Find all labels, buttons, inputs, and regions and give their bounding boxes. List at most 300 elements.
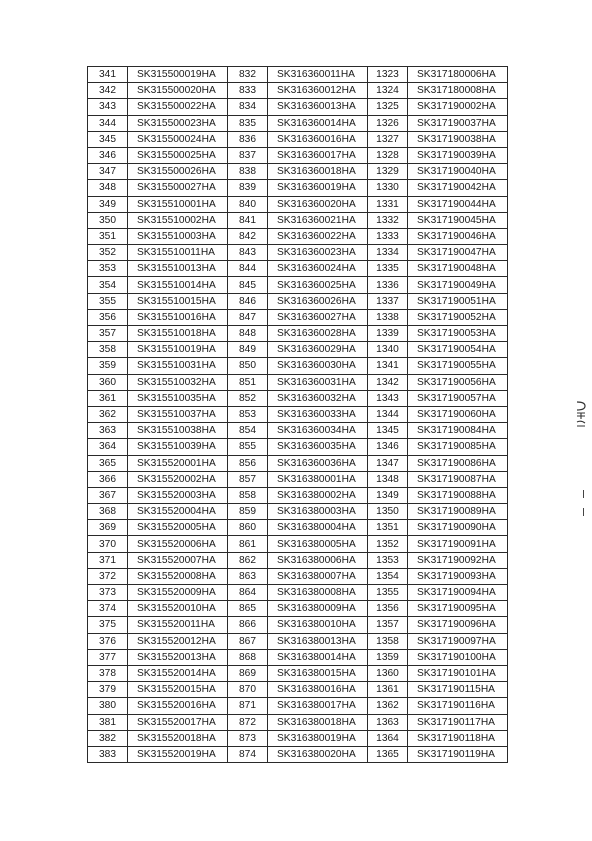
serial-code-cell: SK317190101HA xyxy=(408,665,508,681)
serial-code-cell: SK315520019HA xyxy=(128,746,228,762)
row-number-cell: 1364 xyxy=(368,730,408,746)
serial-code-cell: SK317190054HA xyxy=(408,342,508,358)
serial-code-cell: SK316380010HA xyxy=(268,617,368,633)
serial-code-cell: SK315520009HA xyxy=(128,585,228,601)
serial-code-cell: SK317190042HA xyxy=(408,180,508,196)
row-number-cell: 1339 xyxy=(368,326,408,342)
serial-code-cell: SK317190055HA xyxy=(408,358,508,374)
row-number-cell: 844 xyxy=(228,261,268,277)
row-number-cell: 377 xyxy=(88,649,128,665)
row-number-cell: 1335 xyxy=(368,261,408,277)
row-number-cell: 1348 xyxy=(368,471,408,487)
row-number-cell: 1333 xyxy=(368,228,408,244)
row-number-cell: 352 xyxy=(88,245,128,261)
row-number-cell: 357 xyxy=(88,326,128,342)
serial-code-cell: SK316360036HA xyxy=(268,455,368,471)
table-body xyxy=(88,67,508,763)
table-row xyxy=(88,746,508,762)
row-number-cell: 850 xyxy=(228,358,268,374)
serial-code-cell: SK317190100HA xyxy=(408,649,508,665)
row-number-cell: 1329 xyxy=(368,164,408,180)
serial-code-cell: SK315520007HA xyxy=(128,552,228,568)
row-number-cell: 1328 xyxy=(368,147,408,163)
serial-code-cell: SK315500023HA xyxy=(128,115,228,131)
row-number-cell: 1325 xyxy=(368,99,408,115)
table-row xyxy=(88,504,508,520)
table-row xyxy=(88,698,508,714)
serial-code-cell: SK315510019HA xyxy=(128,342,228,358)
serial-code-cell: SK316360029HA xyxy=(268,342,368,358)
row-number-cell: 365 xyxy=(88,455,128,471)
row-number-cell: 868 xyxy=(228,649,268,665)
row-number-cell: 1351 xyxy=(368,520,408,536)
serial-code-cell: SK316360012HA xyxy=(268,83,368,99)
serial-code-cell: SK317190092HA xyxy=(408,552,508,568)
row-number-cell: 862 xyxy=(228,552,268,568)
serial-code-cell: SK317180006HA xyxy=(408,67,508,83)
row-number-cell: 853 xyxy=(228,406,268,422)
row-number-cell: 366 xyxy=(88,471,128,487)
row-number-cell: 372 xyxy=(88,568,128,584)
serial-code-cell: SK315500027HA xyxy=(128,180,228,196)
table-row xyxy=(88,406,508,422)
row-number-cell: 351 xyxy=(88,228,128,244)
table-row xyxy=(88,601,508,617)
row-number-cell: 861 xyxy=(228,536,268,552)
table-row xyxy=(88,180,508,196)
serial-code-cell: SK315520011HA xyxy=(128,617,228,633)
row-number-cell: 835 xyxy=(228,115,268,131)
serial-code-cell: SK315520017HA xyxy=(128,714,228,730)
table-row xyxy=(88,261,508,277)
row-number-cell: 346 xyxy=(88,147,128,163)
serial-code-cell: SK316360025HA xyxy=(268,277,368,293)
serial-code-cell: SK316360018HA xyxy=(268,164,368,180)
table-row xyxy=(88,471,508,487)
margin-tick-icon xyxy=(583,490,584,498)
row-number-cell: 1323 xyxy=(368,67,408,83)
row-number-cell: 837 xyxy=(228,147,268,163)
serial-code-cell: SK315520004HA xyxy=(128,504,228,520)
serial-code-cell: SK316360032HA xyxy=(268,390,368,406)
row-number-cell: 847 xyxy=(228,309,268,325)
serial-code-cell: SK316360021HA xyxy=(268,212,368,228)
row-number-cell: 353 xyxy=(88,261,128,277)
table-row xyxy=(88,147,508,163)
table-row xyxy=(88,455,508,471)
serial-code-cell: SK315520013HA xyxy=(128,649,228,665)
margin-tick-icon xyxy=(583,508,584,516)
serial-code-cell: SK317190097HA xyxy=(408,633,508,649)
serial-code-cell: SK316360028HA xyxy=(268,326,368,342)
row-number-cell: 856 xyxy=(228,455,268,471)
serial-code-cell: SK317190084HA xyxy=(408,423,508,439)
serial-code-cell: SK316360031HA xyxy=(268,374,368,390)
serial-code-cell: SK317190045HA xyxy=(408,212,508,228)
row-number-cell: 1338 xyxy=(368,309,408,325)
row-number-cell: 1349 xyxy=(368,487,408,503)
row-number-cell: 371 xyxy=(88,552,128,568)
row-number-cell: 341 xyxy=(88,67,128,83)
serial-code-cell: SK317190056HA xyxy=(408,374,508,390)
serial-code-cell: SK316380001HA xyxy=(268,471,368,487)
serial-code-cell: SK316380019HA xyxy=(268,730,368,746)
table-row xyxy=(88,67,508,83)
row-number-cell: 842 xyxy=(228,228,268,244)
serial-code-cell: SK316360022HA xyxy=(268,228,368,244)
serial-code-cell: SK315510039HA xyxy=(128,439,228,455)
serial-code-cell: SK317190093HA xyxy=(408,568,508,584)
row-number-cell: 345 xyxy=(88,131,128,147)
serial-code-cell: SK317190096HA xyxy=(408,617,508,633)
serial-code-cell: SK317190118HA xyxy=(408,730,508,746)
table-row xyxy=(88,326,508,342)
row-number-cell: 851 xyxy=(228,374,268,390)
serial-code-cell: SK316380017HA xyxy=(268,698,368,714)
serial-code-cell: SK316380003HA xyxy=(268,504,368,520)
table-row xyxy=(88,212,508,228)
table-row xyxy=(88,245,508,261)
serial-code-cell: SK317190095HA xyxy=(408,601,508,617)
serial-code-cell: SK316360035HA xyxy=(268,439,368,455)
table-row xyxy=(88,374,508,390)
serial-code-cell: SK316380004HA xyxy=(268,520,368,536)
serial-code-cell: SK317190049HA xyxy=(408,277,508,293)
serial-code-cell: SK315510015HA xyxy=(128,293,228,309)
serial-code-cell: SK315510035HA xyxy=(128,390,228,406)
row-number-cell: 1358 xyxy=(368,633,408,649)
table-row xyxy=(88,358,508,374)
serial-code-cell: SK317190002HA xyxy=(408,99,508,115)
row-number-cell: 833 xyxy=(228,83,268,99)
serial-code-cell: SK315510002HA xyxy=(128,212,228,228)
table-row xyxy=(88,131,508,147)
row-number-cell: 1336 xyxy=(368,277,408,293)
row-number-cell: 1340 xyxy=(368,342,408,358)
row-number-cell: 852 xyxy=(228,390,268,406)
serial-code-cell: SK316380020HA xyxy=(268,746,368,762)
serial-code-cell: SK315510011HA xyxy=(128,245,228,261)
row-number-cell: 383 xyxy=(88,746,128,762)
row-number-cell: 834 xyxy=(228,99,268,115)
row-number-cell: 849 xyxy=(228,342,268,358)
serial-code-cell: SK316380007HA xyxy=(268,568,368,584)
row-number-cell: 1355 xyxy=(368,585,408,601)
serial-code-cell: SK317190051HA xyxy=(408,293,508,309)
serial-code-cell: SK317190117HA xyxy=(408,714,508,730)
row-number-cell: 865 xyxy=(228,601,268,617)
serial-code-cell: SK317190094HA xyxy=(408,585,508,601)
serial-code-cell: SK316360027HA xyxy=(268,309,368,325)
serial-code-cell: SK316380002HA xyxy=(268,487,368,503)
serial-code-cell: SK316380018HA xyxy=(268,714,368,730)
serial-code-cell: SK316360019HA xyxy=(268,180,368,196)
table-row xyxy=(88,277,508,293)
serial-code-cell: SK316360011HA xyxy=(268,67,368,83)
serial-code-cell: SK316360023HA xyxy=(268,245,368,261)
serial-code-cell: SK315520008HA xyxy=(128,568,228,584)
serial-code-cell: SK316360016HA xyxy=(268,131,368,147)
row-number-cell: 375 xyxy=(88,617,128,633)
row-number-cell: 1334 xyxy=(368,245,408,261)
serial-code-cell: SK316380005HA xyxy=(268,536,368,552)
row-number-cell: 848 xyxy=(228,326,268,342)
table-row xyxy=(88,633,508,649)
row-number-cell: 1363 xyxy=(368,714,408,730)
row-number-cell: 370 xyxy=(88,536,128,552)
serial-code-cell: SK315500025HA xyxy=(128,147,228,163)
serial-code-cell: SK316360017HA xyxy=(268,147,368,163)
serial-code-cell: SK315520018HA xyxy=(128,730,228,746)
serial-code-cell: SK315520015HA xyxy=(128,682,228,698)
row-number-cell: 343 xyxy=(88,99,128,115)
table-row xyxy=(88,536,508,552)
table-row xyxy=(88,665,508,681)
serial-code-cell: SK317190088HA xyxy=(408,487,508,503)
serial-code-cell: SK317190085HA xyxy=(408,439,508,455)
row-number-cell: 870 xyxy=(228,682,268,698)
table-row xyxy=(88,714,508,730)
row-number-cell: 380 xyxy=(88,698,128,714)
serial-code-cell: SK317190047HA xyxy=(408,245,508,261)
row-number-cell: 873 xyxy=(228,730,268,746)
serial-code-cell: SK315510001HA xyxy=(128,196,228,212)
row-number-cell: 1327 xyxy=(368,131,408,147)
row-number-cell: 867 xyxy=(228,633,268,649)
table-row xyxy=(88,293,508,309)
row-number-cell: 368 xyxy=(88,504,128,520)
row-number-cell: 858 xyxy=(228,487,268,503)
table-row xyxy=(88,617,508,633)
serial-code-cell: SK316380014HA xyxy=(268,649,368,665)
row-number-cell: 355 xyxy=(88,293,128,309)
row-number-cell: 838 xyxy=(228,164,268,180)
table-row xyxy=(88,568,508,584)
serial-code-cell: SK317180008HA xyxy=(408,83,508,99)
row-number-cell: 869 xyxy=(228,665,268,681)
serial-code-cell: SK317190086HA xyxy=(408,455,508,471)
row-number-cell: 1337 xyxy=(368,293,408,309)
serial-code-cell: SK317190053HA xyxy=(408,326,508,342)
row-number-cell: 347 xyxy=(88,164,128,180)
serial-code-cell: SK317190046HA xyxy=(408,228,508,244)
serial-code-cell: SK315520003HA xyxy=(128,487,228,503)
serial-code-cell: SK317190119HA xyxy=(408,746,508,762)
serial-code-cell: SK317190060HA xyxy=(408,406,508,422)
row-number-cell: 1343 xyxy=(368,390,408,406)
row-number-cell: 843 xyxy=(228,245,268,261)
row-number-cell: 376 xyxy=(88,633,128,649)
row-number-cell: 358 xyxy=(88,342,128,358)
table-row xyxy=(88,552,508,568)
serial-code-cell: SK315500022HA xyxy=(128,99,228,115)
serial-code-cell: SK315520016HA xyxy=(128,698,228,714)
serial-code-cell: SK317190090HA xyxy=(408,520,508,536)
serial-code-cell: SK316380009HA xyxy=(268,601,368,617)
row-number-cell: 374 xyxy=(88,601,128,617)
row-number-cell: 379 xyxy=(88,682,128,698)
row-number-cell: 1331 xyxy=(368,196,408,212)
row-number-cell: 1352 xyxy=(368,536,408,552)
row-number-cell: 1353 xyxy=(368,552,408,568)
row-number-cell: 874 xyxy=(228,746,268,762)
serial-code-cell: SK317190091HA xyxy=(408,536,508,552)
row-number-cell: 360 xyxy=(88,374,128,390)
row-number-cell: 356 xyxy=(88,309,128,325)
row-number-cell: 840 xyxy=(228,196,268,212)
row-number-cell: 362 xyxy=(88,406,128,422)
serial-code-cell: SK316360030HA xyxy=(268,358,368,374)
row-number-cell: 367 xyxy=(88,487,128,503)
row-number-cell: 363 xyxy=(88,423,128,439)
serial-code-cell: SK316380013HA xyxy=(268,633,368,649)
serial-code-cell: SK316360033HA xyxy=(268,406,368,422)
row-number-cell: 860 xyxy=(228,520,268,536)
row-number-cell: 855 xyxy=(228,439,268,455)
row-number-cell: 1332 xyxy=(368,212,408,228)
serial-code-cell: SK315520012HA xyxy=(128,633,228,649)
row-number-cell: 342 xyxy=(88,83,128,99)
serial-code-cell: SK317190057HA xyxy=(408,390,508,406)
row-number-cell: 369 xyxy=(88,520,128,536)
serial-code-cell: SK315520010HA xyxy=(128,601,228,617)
row-number-cell: 1344 xyxy=(368,406,408,422)
serial-code-cell: SK317190115HA xyxy=(408,682,508,698)
row-number-cell: 1365 xyxy=(368,746,408,762)
row-number-cell: 350 xyxy=(88,212,128,228)
table-row xyxy=(88,487,508,503)
row-number-cell: 836 xyxy=(228,131,268,147)
serial-code-cell: SK315510003HA xyxy=(128,228,228,244)
row-number-cell: 1345 xyxy=(368,423,408,439)
serial-code-cell: SK317190038HA xyxy=(408,131,508,147)
serial-code-cell: SK317190116HA xyxy=(408,698,508,714)
row-number-cell: 1357 xyxy=(368,617,408,633)
row-number-cell: 373 xyxy=(88,585,128,601)
serial-code-cell: SK315520005HA xyxy=(128,520,228,536)
row-number-cell: 1341 xyxy=(368,358,408,374)
row-number-cell: 1346 xyxy=(368,439,408,455)
row-number-cell: 863 xyxy=(228,568,268,584)
table-row xyxy=(88,423,508,439)
serial-code-cell: SK317190039HA xyxy=(408,147,508,163)
row-number-cell: 1354 xyxy=(368,568,408,584)
serial-code-cell: SK315500019HA xyxy=(128,67,228,83)
serial-code-cell: SK317190044HA xyxy=(408,196,508,212)
row-number-cell: 859 xyxy=(228,504,268,520)
row-number-cell: 839 xyxy=(228,180,268,196)
serial-code-cell: SK315500026HA xyxy=(128,164,228,180)
row-number-cell: 361 xyxy=(88,390,128,406)
row-number-cell: 841 xyxy=(228,212,268,228)
serial-code-cell: SK315510018HA xyxy=(128,326,228,342)
row-number-cell: 1347 xyxy=(368,455,408,471)
serial-code-cell: SK316360020HA xyxy=(268,196,368,212)
row-number-cell: 359 xyxy=(88,358,128,374)
serial-code-cell: SK315520006HA xyxy=(128,536,228,552)
serial-code-cell: SK315510032HA xyxy=(128,374,228,390)
serial-code-cell: SK316380006HA xyxy=(268,552,368,568)
serial-code-cell: SK317190087HA xyxy=(408,471,508,487)
serial-code-cell: SK315510014HA xyxy=(128,277,228,293)
table-row xyxy=(88,99,508,115)
table-row xyxy=(88,730,508,746)
serial-code-cell: SK316360034HA xyxy=(268,423,368,439)
row-number-cell: 1362 xyxy=(368,698,408,714)
serial-code-cell: SK315520001HA xyxy=(128,455,228,471)
table-row xyxy=(88,196,508,212)
row-number-cell: 872 xyxy=(228,714,268,730)
row-number-cell: 378 xyxy=(88,665,128,681)
row-number-cell: 871 xyxy=(228,698,268,714)
serial-code-cell: SK315500020HA xyxy=(128,83,228,99)
table-row xyxy=(88,439,508,455)
table-row xyxy=(88,83,508,99)
table-row xyxy=(88,682,508,698)
row-number-cell: 382 xyxy=(88,730,128,746)
row-number-cell: 845 xyxy=(228,277,268,293)
row-number-cell: 1360 xyxy=(368,665,408,681)
serial-code-cell: SK315510037HA xyxy=(128,406,228,422)
serial-code-cell: SK315510038HA xyxy=(128,423,228,439)
table-row xyxy=(88,309,508,325)
table-row xyxy=(88,649,508,665)
serial-code-cell: SK315510016HA xyxy=(128,309,228,325)
serial-code-cell: SK317190040HA xyxy=(408,164,508,180)
row-number-cell: 344 xyxy=(88,115,128,131)
row-number-cell: 381 xyxy=(88,714,128,730)
row-number-cell: 354 xyxy=(88,277,128,293)
serial-code-cell: SK315500024HA xyxy=(128,131,228,147)
serial-code-cell: SK316360026HA xyxy=(268,293,368,309)
table-row xyxy=(88,390,508,406)
row-number-cell: 1350 xyxy=(368,504,408,520)
serial-code-cell: SK316360024HA xyxy=(268,261,368,277)
row-number-cell: 349 xyxy=(88,196,128,212)
row-number-cell: 857 xyxy=(228,471,268,487)
serial-code-cell: SK316380016HA xyxy=(268,682,368,698)
table-row xyxy=(88,164,508,180)
row-number-cell: 854 xyxy=(228,423,268,439)
serial-code-cell: SK316360013HA xyxy=(268,99,368,115)
table-row xyxy=(88,342,508,358)
serial-number-table xyxy=(87,66,508,763)
serial-code-cell: SK316380008HA xyxy=(268,585,368,601)
row-number-cell: 1342 xyxy=(368,374,408,390)
row-number-cell: 864 xyxy=(228,585,268,601)
serial-code-cell: SK317190037HA xyxy=(408,115,508,131)
serial-code-cell: SK315520014HA xyxy=(128,665,228,681)
serial-code-cell: SK316360014HA xyxy=(268,115,368,131)
row-number-cell: 1330 xyxy=(368,180,408,196)
row-number-cell: 348 xyxy=(88,180,128,196)
table-row xyxy=(88,228,508,244)
row-number-cell: 364 xyxy=(88,439,128,455)
serial-code-cell: SK315520002HA xyxy=(128,471,228,487)
row-number-cell: 866 xyxy=(228,617,268,633)
serial-code-cell: SK315510031HA xyxy=(128,358,228,374)
row-number-cell: 1326 xyxy=(368,115,408,131)
row-number-cell: 832 xyxy=(228,67,268,83)
row-number-cell: 1359 xyxy=(368,649,408,665)
serial-code-cell: SK315510013HA xyxy=(128,261,228,277)
binding-stamp-icon xyxy=(574,400,588,433)
serial-code-cell: SK316380015HA xyxy=(268,665,368,681)
row-number-cell: 1361 xyxy=(368,682,408,698)
serial-code-cell: SK317190048HA xyxy=(408,261,508,277)
row-number-cell: 1324 xyxy=(368,83,408,99)
table-row xyxy=(88,520,508,536)
